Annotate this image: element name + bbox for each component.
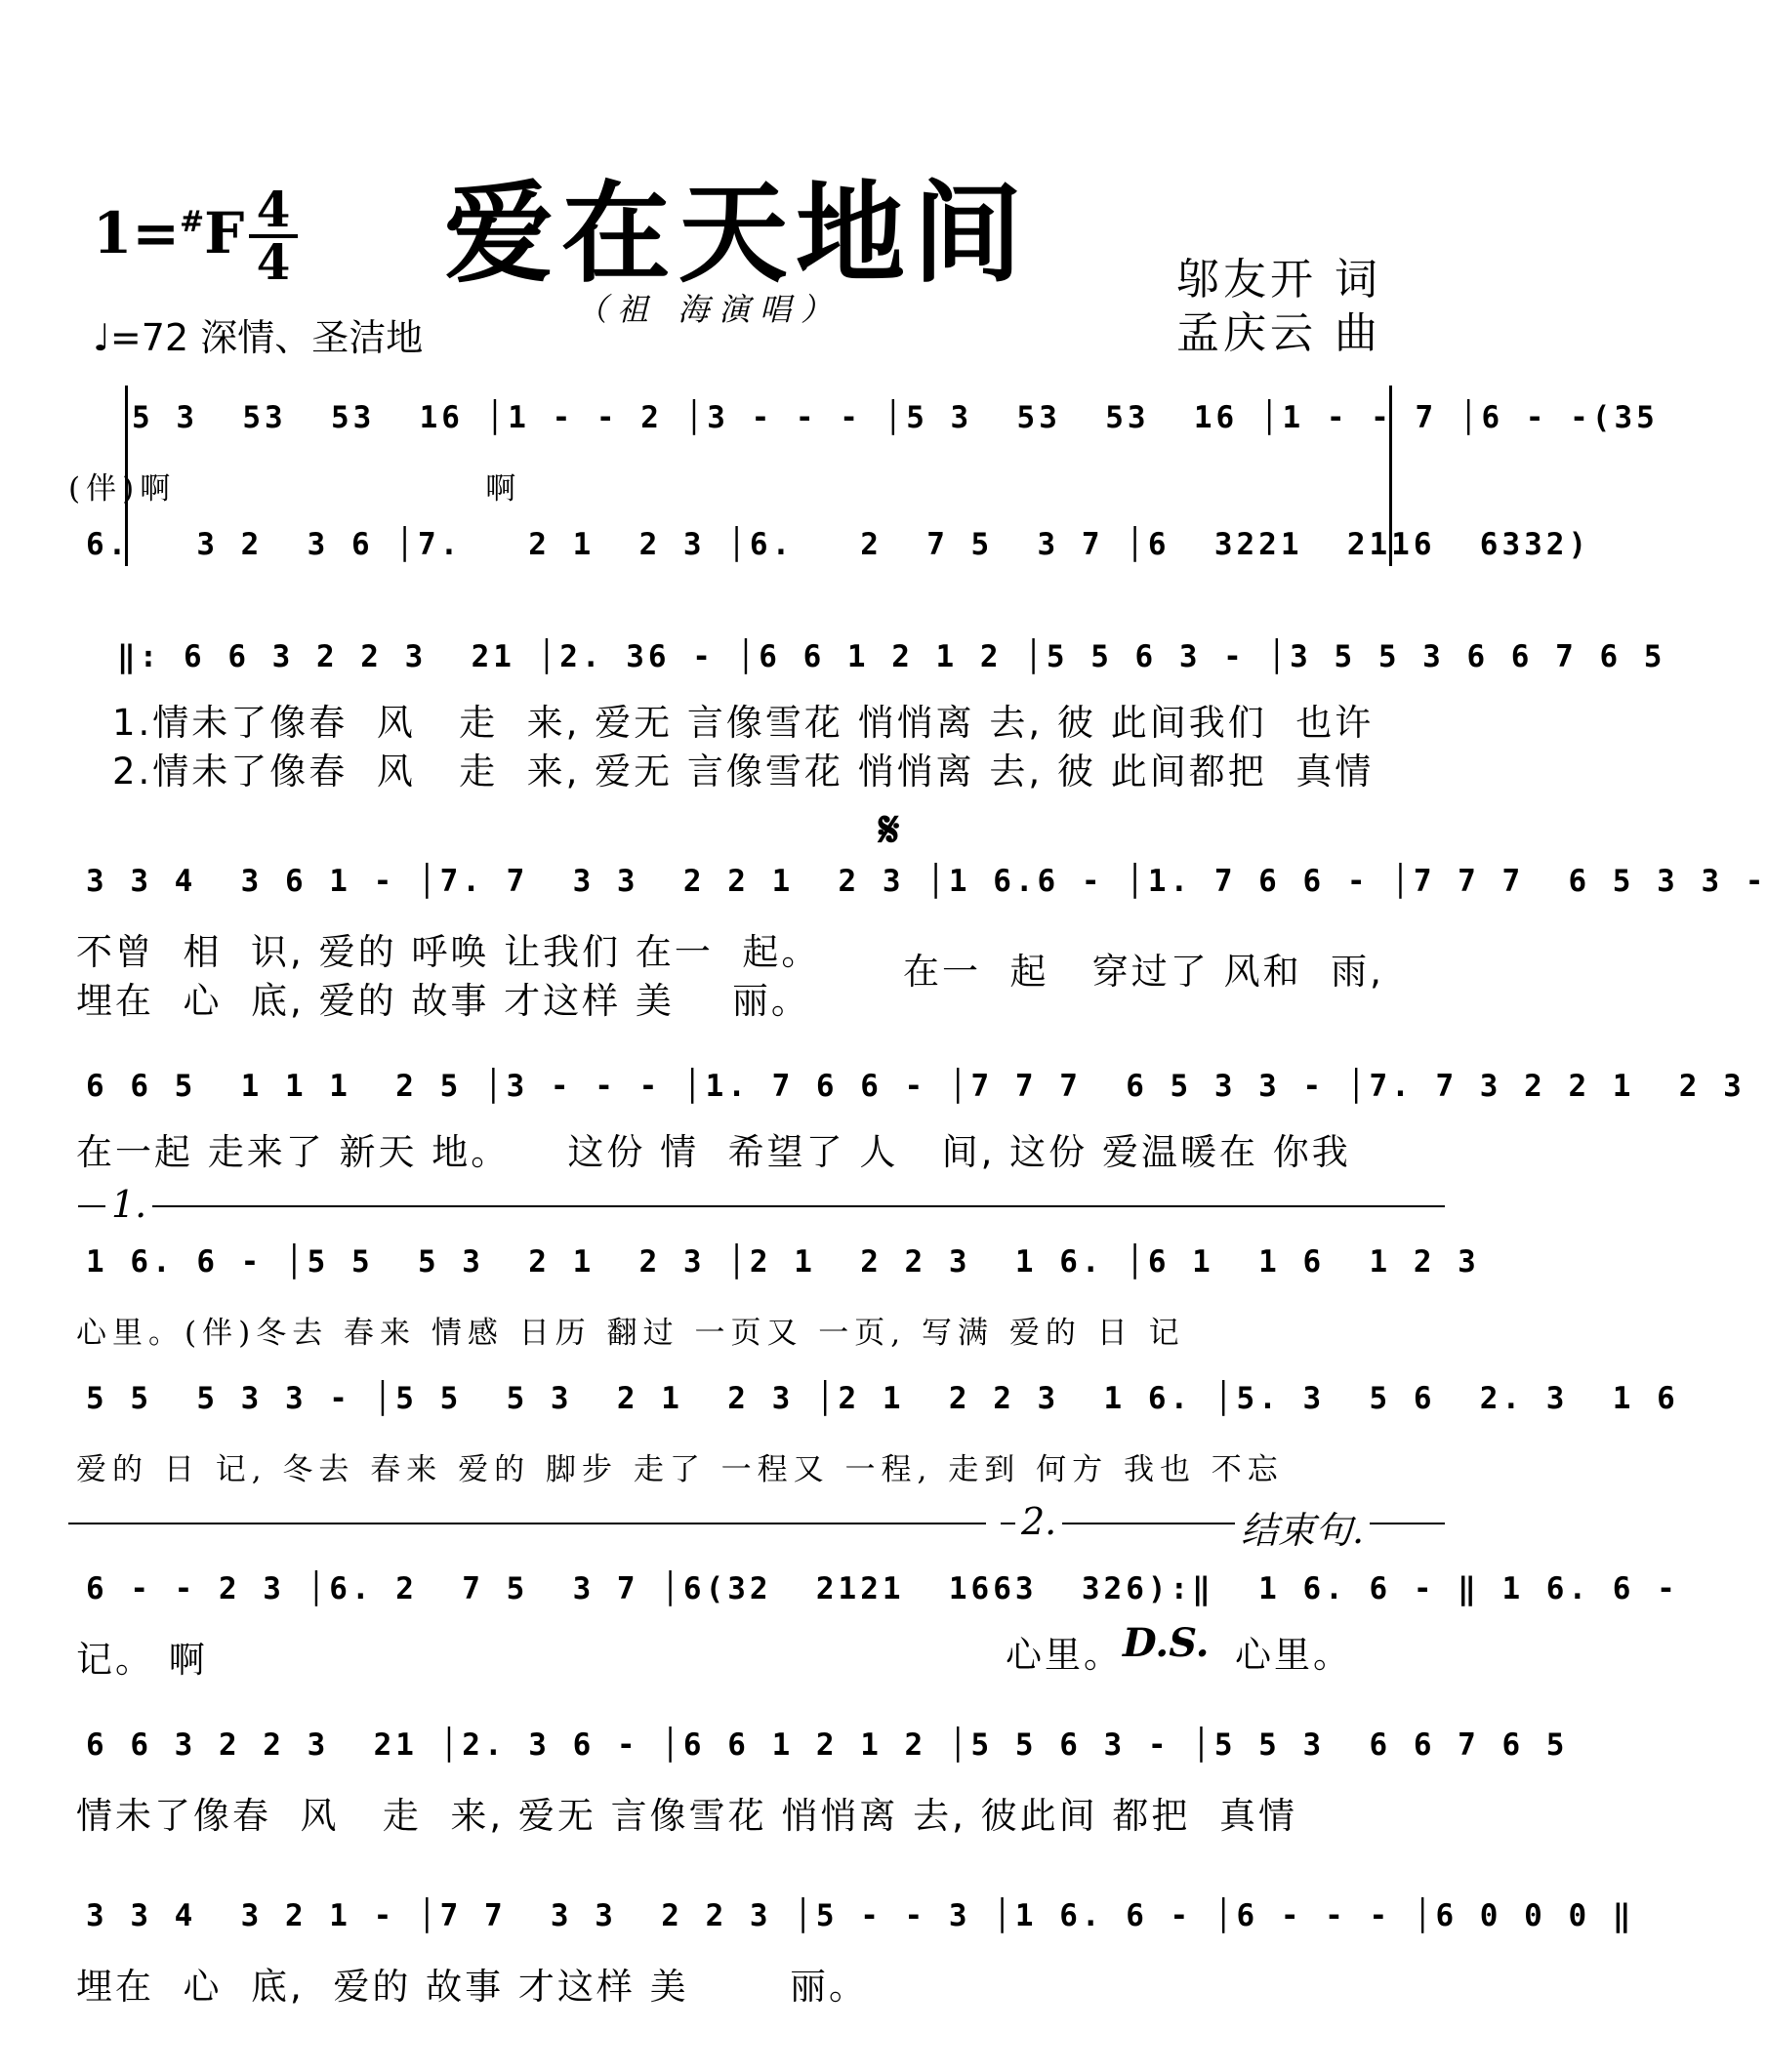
volta-1-label: 1. — [105, 1183, 152, 1226]
lyric-line-1: (伴)啊 啊 — [68, 471, 522, 507]
notation-line-8: 6 - - 2 3 │6. 2 7 5 3 7 │6(32 2121 1663 326):‖ 1 6. 6 - ‖ 1 6. 6 - — [86, 1571, 1679, 1606]
lyric-line-10: 埋在 心 底, 爱的 故事 才这样 美 丽。 — [76, 1966, 868, 2008]
lyric-line-3-verse1: 1.情未了像春 风 走 来, 爱无 言像雪花 悄悄离 去, 彼 此间我们 也许 — [112, 702, 1375, 744]
lyric-line-8-ending: 心里。 — [1235, 1634, 1352, 1676]
dal-segno-mark: D.S. — [1123, 1620, 1210, 1666]
notation-line-9: 6 6 3 2 2 3 21 │2. 3 6 - │6 6 1 2 1 2 │5 5 6 3 - │5 5 3 6 6 7 6 5 — [86, 1727, 1569, 1763]
notation-line-7: 5 5 5 3 3 - │5 5 5 3 2 1 2 3 │2 1 2 2 3 1 6. │5. 3 5 6 2. 3 1 6 — [86, 1381, 1679, 1416]
lyric-line-4-verse2: 埋在 心 底, 爱的 故事 才这样 美 丽。 — [76, 980, 810, 1022]
song-title: 爱在天地间 — [444, 170, 1030, 298]
volta-2-label: 2. — [1015, 1500, 1062, 1543]
tempo-marking: ♩=72 深情、圣洁地 — [93, 316, 424, 359]
time-signature: 4 4 — [249, 185, 298, 287]
notation-line-4: 3 3 4 3 6 1 - │7. 7 3 3 2 2 1 2 3 │1 6.6 - │1. 7 6 6 - │7 7 7 6 5 3 3 - — [86, 864, 1767, 899]
notation-line-6: 1 6. 6 - │5 5 5 3 2 1 2 3 │2 1 2 2 3 1 6. │6 1 1 6 1 2 3 — [86, 1244, 1480, 1280]
volta-1-bracket — [78, 1205, 1445, 1207]
lyric-line-4-verse1: 不曾 相 识, 爱的 呼唤 让我们 在一 起。 — [76, 931, 821, 973]
notation-line-1: 5 3 53 53 16 │1 - - 2 │3 - - - │5 3 53 53 16 │1 - - 7 │6 - -(35 — [132, 400, 1659, 435]
notation-line-2: 6. 3 2 3 6 │7. 2 1 2 3 │6. 2 7 5 3 7 │6 3221 2116 6332) — [86, 527, 1591, 562]
lyric-line-5: 在一起 走来了 新天 地。 这份 情 希望了 人 间, 这份 爱温暖在 你我 — [76, 1131, 1351, 1173]
lyric-line-4-chorus: 在一 起 穿过了 风和 雨, — [903, 951, 1384, 993]
lyricist-credit: 邬友开 词 — [1176, 255, 1381, 305]
lyric-line-6: 心里。(伴)冬去 春来 情感 日历 翻过 一页又 一页, 写满 爱的 日 记 — [76, 1316, 1185, 1351]
staff-divider — [68, 1523, 986, 1524]
composer-credit: 孟庆云 曲 — [1176, 308, 1381, 358]
lyric-line-8-volta2: 心里。 — [1006, 1634, 1123, 1676]
segno-sign: 𝄋 — [879, 800, 900, 858]
lyric-line-3-verse2: 2.情未了像春 风 走 来, 爱无 言像雪花 悄悄离 去, 彼 此间都把 真情 — [112, 751, 1375, 792]
notation-line-3: ‖: 6 6 3 2 2 3 21 │2. 36 - │6 6 1 2 1 2 │5 5 6 3 - │3 5 5 3 6 6 7 6 5 — [117, 639, 1666, 674]
notation-line-5: 6 6 5 1 1 1 2 5 │3 - - - │1. 7 6 6 - │7 7 7 6 5 3 3 - │7. 7 3 2 2 1 2 3 — [86, 1069, 1746, 1104]
lyric-line-7: 爱的 日 记, 冬去 春来 爱的 脚步 走了 一程又 一程, 走到 何方 我也 不忘 — [76, 1452, 1284, 1487]
singer-credit: （祖 海演唱） — [576, 291, 842, 328]
notation-line-10: 3 3 4 3 2 1 - │7 7 3 3 2 2 3 │5 - - 3 │1 6. 6 - │6 - - - │6 0 0 0 ‖ — [86, 1898, 1635, 1933]
key-signature: 1=#F — [93, 200, 245, 266]
lyric-line-8: 记。 啊 — [76, 1639, 208, 1681]
lyric-line-9: 情未了像春 风 走 来, 爱无 言像雪花 悄悄离 去, 彼此间 都把 真情 — [76, 1795, 1297, 1837]
ending-label: 结束句. — [1235, 1500, 1370, 1554]
